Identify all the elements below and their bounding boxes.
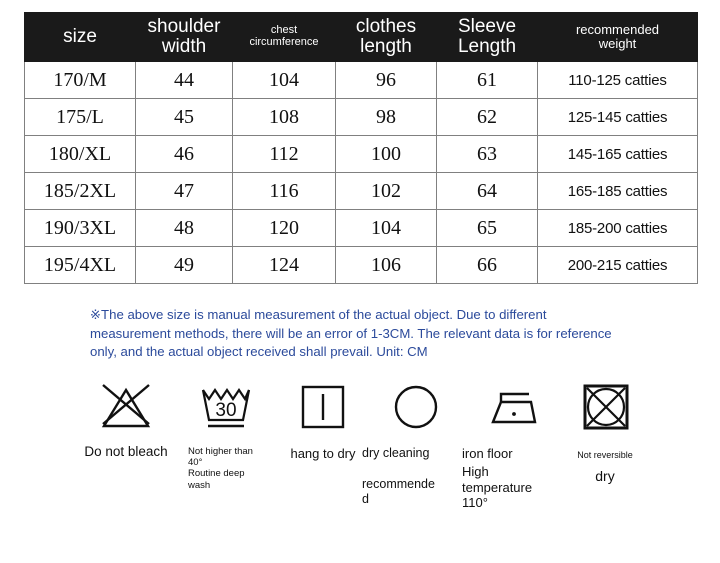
care-label-not-reversible-dry — [558, 450, 652, 484]
table-body — [25, 62, 698, 284]
cell-weight: 110-125 catties — [538, 62, 698, 99]
care-label-dryclean-line2: recommende — [362, 476, 435, 491]
cell-size: 185/2XL — [25, 173, 136, 210]
machine-wash-temperature: 30 — [215, 400, 237, 421]
table-row — [25, 136, 698, 173]
care-label-iron — [462, 446, 566, 510]
cell-chest: 116 — [233, 173, 336, 210]
cell-sleeve: 64 — [437, 173, 538, 210]
care-symbol-not-reversible-dry — [558, 380, 652, 484]
care-label-dryclean-line3: d — [362, 491, 369, 506]
care-label-dryclean-line1: dry cleaning — [362, 446, 430, 460]
column-header-clothes-line1: clothes — [355, 15, 417, 37]
column-header-shoulder-width-line2: width — [161, 36, 207, 57]
column-header-chest-line2: circumference — [249, 36, 319, 48]
cell-sleeve: 63 — [437, 136, 538, 173]
care-symbol-dry-cleaning — [362, 380, 470, 506]
cell-weight: 185-200 catties — [538, 210, 698, 247]
column-header-clothes-line2: length — [360, 36, 412, 57]
cell-sleeve: 61 — [437, 62, 538, 99]
care-label-reverse-line2: dry — [595, 467, 615, 484]
cell-size: 190/3XL — [25, 210, 136, 247]
column-header-sleeve-length — [437, 13, 538, 62]
care-label-wash-line1: Not higher than — [188, 446, 253, 457]
cell-clothes: 104 — [336, 210, 437, 247]
column-header-clothes-length — [336, 13, 437, 62]
table-row — [25, 99, 698, 136]
iron-icon — [483, 380, 545, 432]
do-not-bleach-icon — [95, 380, 157, 432]
cell-size: 180/XL — [25, 136, 136, 173]
cell-weight: 145-165 catties — [538, 136, 698, 173]
table-row — [25, 62, 698, 99]
cell-chest: 120 — [233, 210, 336, 247]
cell-shoulder: 44 — [136, 62, 233, 99]
care-symbol-hang-to-dry — [274, 380, 372, 461]
care-symbol-do-not-bleach — [76, 380, 176, 460]
care-label-hang-to-dry: hang to dry — [290, 446, 356, 461]
cell-shoulder: 47 — [136, 173, 233, 210]
care-label-iron-line3: temperature — [462, 479, 533, 495]
care-label-iron-line4: 110° — [462, 494, 488, 510]
cell-clothes: 96 — [336, 62, 437, 99]
cell-shoulder: 46 — [136, 136, 233, 173]
column-header-size-label: size — [63, 25, 97, 47]
cell-chest: 124 — [233, 247, 336, 284]
cell-weight: 200-215 catties — [538, 247, 698, 284]
care-label-do-not-bleach: Do not bleach — [84, 444, 168, 459]
cell-chest: 108 — [233, 99, 336, 136]
care-label-machine-wash — [180, 446, 272, 491]
column-header-chest-circumference — [233, 13, 336, 62]
cell-sleeve: 65 — [437, 210, 538, 247]
measurement-disclaimer: ※The above size is manual measurement of the actual object. Due to different measurement methods, there will be an error of 1-3CM. The relevant data is for reference only, and the actual object received shall prevail. Unit: CM — [90, 307, 612, 360]
column-header-weight-line2: weight — [598, 36, 637, 51]
care-symbols-row — [0, 380, 720, 540]
care-label-iron-line1: iron floor — [462, 446, 513, 461]
column-header-recommended-weight — [538, 13, 698, 62]
cell-shoulder: 45 — [136, 99, 233, 136]
care-label-iron-line2: High — [462, 464, 489, 480]
machine-wash-30-icon — [196, 380, 256, 432]
care-label-wash-line4: wash — [188, 479, 211, 491]
dry-cleaning-icon — [388, 380, 444, 432]
cell-shoulder: 49 — [136, 247, 233, 284]
cell-chest: 104 — [233, 62, 336, 99]
table-header-row — [25, 13, 698, 62]
cell-size: 175/L — [25, 99, 136, 136]
table-row — [25, 173, 698, 210]
column-header-shoulder-width-line1: shoulder — [147, 15, 221, 37]
cell-shoulder: 48 — [136, 210, 233, 247]
cell-clothes: 100 — [336, 136, 437, 173]
column-header-sleeve-line2: Length — [457, 36, 517, 57]
care-symbol-iron — [462, 380, 566, 510]
hang-to-dry-icon — [295, 380, 351, 432]
care-symbol-machine-wash — [180, 380, 272, 491]
cell-weight: 165-185 catties — [538, 173, 698, 210]
size-chart-table — [24, 12, 698, 284]
cell-clothes: 106 — [336, 247, 437, 284]
cell-size: 195/4XL — [25, 247, 136, 284]
table-header — [25, 13, 698, 62]
cell-chest: 112 — [233, 136, 336, 173]
care-label-wash-line2: 40° — [188, 457, 203, 469]
tumble-dry-not-reversible-icon — [577, 380, 633, 434]
cell-sleeve: 66 — [437, 247, 538, 284]
cell-clothes: 98 — [336, 99, 437, 136]
care-label-wash-line3: Routine deep — [188, 468, 245, 480]
table-row — [25, 210, 698, 247]
column-header-size — [25, 13, 136, 62]
cell-sleeve: 62 — [437, 99, 538, 136]
care-label-dry-cleaning — [362, 446, 470, 506]
column-header-sleeve-line1: Sleeve — [457, 15, 517, 37]
column-header-weight-line1: recommended — [575, 22, 660, 38]
cell-size: 170/M — [25, 62, 136, 99]
cell-weight: 125-145 catties — [538, 99, 698, 136]
column-header-chest-line1: chest — [270, 24, 298, 37]
table-row — [25, 247, 698, 284]
column-header-shoulder-width — [136, 13, 233, 62]
care-label-reverse-line1: Not reversible — [577, 450, 633, 460]
cell-clothes: 102 — [336, 173, 437, 210]
